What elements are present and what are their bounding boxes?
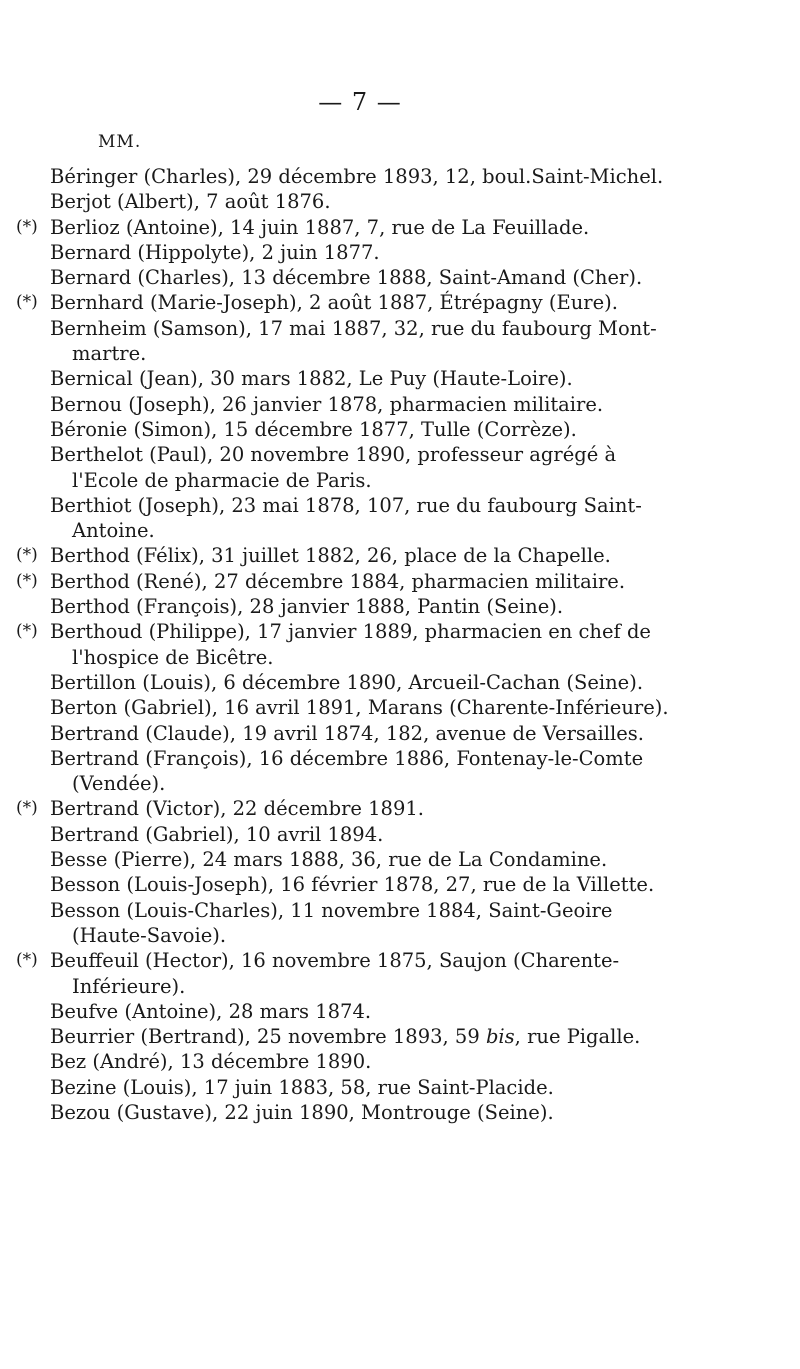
- list-entry: [0, 240, 690, 265]
- list-entry: [0, 265, 690, 290]
- entry-line: [50, 366, 690, 391]
- entry-text: Berjot (Albert), 7 août 1876.: [50, 190, 331, 214]
- list-entry: [0, 366, 690, 391]
- entry-text: Berton (Gabriel), 16 avril 1891, Marans (Charente-Inférieure).: [50, 696, 669, 720]
- list-entry: [0, 594, 690, 619]
- pharmacist-list: [0, 164, 800, 1125]
- entry-line: [50, 392, 690, 417]
- entry-text: Berthod (Félix), 31 juillet 1882, 26, place de la Chapelle.: [50, 544, 611, 568]
- entry-marker: (*): [16, 570, 38, 591]
- entry-text: Besson (Louis-Joseph), 16 février 1878, 27, rue de la Villette.: [50, 873, 655, 897]
- entry-line: [50, 493, 690, 518]
- list-entry: [0, 822, 690, 847]
- entry-marker: (*): [16, 950, 38, 971]
- entry-continuation: martre.: [72, 342, 147, 366]
- entry-line: [50, 240, 690, 265]
- list-entry: [0, 493, 690, 544]
- entry-line: [50, 822, 690, 847]
- entry-text: Bertillon (Louis), 6 décembre 1890, Arcueil-Cachan (Seine).: [50, 670, 644, 694]
- entry-line: [50, 746, 690, 771]
- entry-line: [50, 543, 690, 568]
- entry-text: Béronie (Simon), 15 décembre 1877, Tulle (Corrèze).: [50, 417, 577, 441]
- entry-line: [50, 594, 690, 619]
- entry-marker: (*): [16, 798, 38, 819]
- list-entry: [0, 417, 690, 442]
- entry-marker: (*): [16, 292, 38, 313]
- list-entry: [0, 290, 690, 315]
- entry-text: Beurrier (Bertrand), 25 novembre 1893, 59: [50, 1025, 486, 1049]
- entry-line: [50, 442, 690, 467]
- list-entry: [0, 215, 690, 240]
- list-entry: [0, 316, 690, 367]
- entry-text: Besse (Pierre), 24 mars 1888, 36, rue de La Condamine.: [50, 848, 608, 872]
- entry-text: Berthod (François), 28 janvier 1888, Pantin (Seine).: [50, 595, 564, 619]
- page-number: — 7 —: [318, 88, 402, 116]
- list-entry: [0, 1049, 690, 1074]
- entry-continuation: Antoine.: [72, 519, 155, 543]
- entry-text: Berthelot (Paul), 20 novembre 1890, professeur agrégé à: [50, 443, 617, 467]
- entry-line: [50, 417, 690, 442]
- entry-line: [50, 721, 690, 746]
- list-entry: [0, 721, 690, 746]
- entry-text: Bezou (Gustave), 22 juin 1890, Montrouge (Seine).: [50, 1100, 554, 1124]
- entry-line: [50, 189, 690, 214]
- entry-marker: (*): [16, 545, 38, 566]
- entry-line: [50, 1024, 690, 1049]
- list-entry: [0, 164, 690, 189]
- entry-text: Bezine (Louis), 17 juin 1883, 58, rue Saint-Placide.: [50, 1075, 554, 1099]
- list-entry: [0, 619, 690, 670]
- entry-line: [50, 999, 690, 1024]
- entry-continuation: l'hospice de Bicêtre.: [72, 645, 274, 669]
- entry-line: [50, 164, 690, 189]
- list-entry: [0, 1075, 690, 1100]
- list-entry: [0, 695, 690, 720]
- entry-text: Bernou (Joseph), 26 janvier 1878, pharmacien militaire.: [50, 392, 604, 416]
- list-entry: [0, 569, 690, 594]
- entry-line: [50, 619, 690, 644]
- entry-text: Berthod (René), 27 décembre 1884, pharmacien militaire.: [50, 569, 626, 593]
- list-entry: [0, 1024, 690, 1049]
- salutation-heading: MM.: [98, 132, 142, 152]
- entry-text: Bertrand (Victor), 22 décembre 1891.: [50, 797, 424, 821]
- list-entry: [0, 999, 690, 1024]
- entry-text: Beuffeuil (Hector), 16 novembre 1875, Saujon (Charente-: [50, 949, 620, 973]
- entry-continuation: Inférieure).: [72, 974, 186, 998]
- entry-line: [50, 695, 690, 720]
- entry-line: [50, 1075, 690, 1100]
- entry-text: Bertrand (Claude), 19 avril 1874, 182, avenue de Versailles.: [50, 721, 644, 745]
- entry-line: [50, 316, 690, 341]
- entry-line: [50, 948, 690, 973]
- entry-text: Berthoud (Philippe), 17 janvier 1889, pharmacien en chef de: [50, 620, 651, 644]
- entry-text: Beufve (Antoine), 28 mars 1874.: [50, 999, 372, 1023]
- entry-text: Bernard (Hippolyte), 2 juin 1877.: [50, 240, 380, 264]
- entry-marker: (*): [16, 621, 38, 642]
- entry-line: [50, 265, 690, 290]
- entry-text: Besson (Louis-Charles), 11 novembre 1884, Saint-Geoire: [50, 898, 613, 922]
- entry-text-tail: , rue Pigalle.: [514, 1025, 641, 1049]
- entry-line: [50, 796, 690, 821]
- list-entry: [0, 392, 690, 417]
- entry-line: [50, 670, 690, 695]
- list-entry: [0, 948, 690, 999]
- list-entry: [0, 872, 690, 897]
- entry-text: Berlioz (Antoine), 14 juin 1887, 7, rue de La Feuillade.: [50, 215, 590, 239]
- list-entry: [0, 670, 690, 695]
- entry-line: [50, 569, 690, 594]
- entry-marker: (*): [16, 216, 38, 237]
- list-entry: [0, 746, 690, 797]
- list-entry: [0, 847, 690, 872]
- entry-text: Bernhard (Marie-Joseph), 2 août 1887, Étrépagny (Eure).: [50, 291, 618, 315]
- list-entry: [0, 898, 690, 949]
- list-entry: [0, 543, 690, 568]
- entry-line: [50, 215, 690, 240]
- entry-continuation: l'Ecole de pharmacie de Paris.: [72, 468, 372, 492]
- entry-text: Bernical (Jean), 30 mars 1882, Le Puy (Haute-Loire).: [50, 367, 573, 391]
- entry-text: Bez (André), 13 décembre 1890.: [50, 1050, 372, 1074]
- entry-line: [50, 898, 690, 923]
- entry-line: [50, 290, 690, 315]
- entry-line: [50, 847, 690, 872]
- entry-line: [50, 872, 690, 897]
- entry-continuation: (Haute-Savoie).: [72, 923, 227, 947]
- entry-line: [50, 1100, 690, 1125]
- entry-line: [50, 1049, 690, 1074]
- entry-text: Béringer (Charles), 29 décembre 1893, 12, boul.Saint-Michel.: [50, 165, 664, 188]
- entry-continuation: (Vendée).: [72, 772, 166, 796]
- entry-text: Bernheim (Samson), 17 mai 1887, 32, rue du faubourg Mont-: [50, 316, 657, 340]
- list-entry: [0, 442, 690, 493]
- entry-text: Berthiot (Joseph), 23 mai 1878, 107, rue du faubourg Saint-: [50, 493, 642, 517]
- list-entry: [0, 1100, 690, 1125]
- entry-text: Bertrand (Gabriel), 10 avril 1894.: [50, 822, 384, 846]
- list-entry: [0, 796, 690, 821]
- list-entry: [0, 189, 690, 214]
- entry-emphasis: bis: [485, 1025, 515, 1049]
- entry-text: Bernard (Charles), 13 décembre 1888, Saint-Amand (Cher).: [50, 266, 643, 290]
- entry-text: Bertrand (François), 16 décembre 1886, Fontenay-le-Comte: [50, 746, 644, 770]
